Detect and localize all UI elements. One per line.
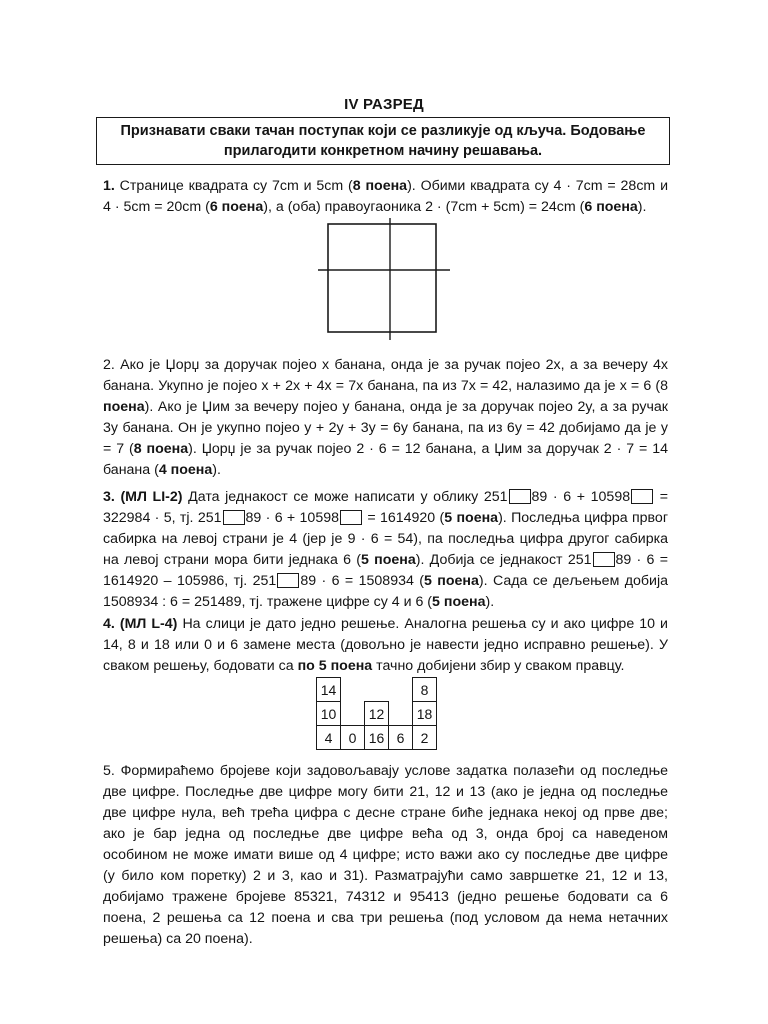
grid-cell: 18 bbox=[413, 702, 437, 726]
grid-row bbox=[317, 678, 437, 702]
problem-5-line-7: добијамо тражене бројеве 85321, 74312 и 95413 (једно решење бодовати са 6 bbox=[103, 889, 668, 905]
grid-cell: 2 bbox=[413, 726, 437, 750]
digit-blank-box bbox=[340, 510, 362, 525]
problem-2-line-1: 2. Ако је Џорџ за доручак појео x банана, онда је за ручак појео 2x, а за вечеру 4x bbox=[103, 357, 668, 373]
notice-line-1: Признавати сваки тачан поступак који се разликује од кључа. Бодовање bbox=[120, 123, 646, 139]
digit-blank-box bbox=[509, 489, 531, 504]
problem-3-line-4: на левој страни мора бити једнака 6 (5 поена). Добија се једнакост 251 89 · 6 = bbox=[103, 552, 668, 568]
grid-cell: 4 bbox=[317, 726, 341, 750]
digit-blank-box bbox=[277, 573, 299, 588]
problem-3-line-3: сабирка на левој страни је 4 (јер је 9 · 6 = 54), па последња цифра другог сабирка bbox=[103, 531, 668, 547]
problem-5-line-6: (у било ком поретку) 2 и 3, као и 31). Разматрајући само завршетке 21, 12 и 13, bbox=[103, 868, 668, 884]
grid-empty bbox=[341, 678, 365, 702]
problem-5-line-3: две цифре нула, већ трећа цифра с десне стране биће једнака некој од прве две; bbox=[103, 805, 668, 821]
problem-5-solution bbox=[103, 761, 668, 950]
problem-3-line-6: 1508934 : 6 = 251489, тј. тражене цифре су 4 и 6 (5 поена). bbox=[103, 594, 495, 610]
problem-3-solution bbox=[103, 487, 668, 613]
page-title: IV РАЗРЕД bbox=[344, 96, 424, 113]
grid-cell: 6 bbox=[389, 726, 413, 750]
number-grid-figure bbox=[316, 677, 437, 750]
grid-row bbox=[317, 726, 437, 750]
grid-cell: 10 bbox=[317, 702, 341, 726]
problem-5-line-5: особином не може имати више од 4 цифре; исто важи ако су последње две цифре bbox=[103, 847, 668, 863]
digit-blank-box bbox=[223, 510, 245, 525]
problem-2-line-2: банана. Укупно је појео x + 2x + 4x = 7x банана, па из 7x = 42, налазимо да је x = 6 (8 bbox=[103, 378, 668, 394]
grid-cell: 8 bbox=[413, 678, 437, 702]
problem-4-line-1: 4. (МЛ L-4) На слици је дато једно решење. Аналогна решења су и ако цифре 10 и bbox=[103, 616, 668, 632]
problem-2-line-3: поена). Ако је Џим за вечеру појео y банана, онда је за доручак појео 2y, а за ручак bbox=[103, 399, 668, 415]
digit-blank-box bbox=[593, 552, 615, 567]
problem-3-line-5: 1614920 – 105986, тј. 251 89 · 6 = 1508934 (5 поена). Сада се дељењем добија bbox=[103, 573, 668, 589]
problem-5-line-2: две цифре. Последње две цифре могу бити 21, 12 и 13 (ако је једна од последње bbox=[103, 784, 668, 800]
grid-cell: 0 bbox=[341, 726, 365, 750]
problem-2-line-5: = 7 (8 поена). Џорџ је за ручак појео 2 · 6 = 12 банана, а Џим за доручак 2 · 7 = 14 bbox=[103, 441, 668, 457]
problem-2-line-4: 3y банана. Он је укупно појео y + 2y + 3y = 6y банана, па из 6y = 42 добијамо да је y bbox=[103, 420, 668, 436]
grid-cell: 12 bbox=[365, 702, 389, 726]
problem-1-line-1: 1. Странице квадрата су 7cm и 5cm (8 поена). Обими квадрата су 4 · 7cm = 28cm и bbox=[103, 178, 669, 194]
grid-row bbox=[317, 702, 437, 726]
notice-line-2: прилагодити конкретном начину решавања. bbox=[223, 143, 543, 159]
problem-1-line-2: 4 · 5cm = 20cm (6 поена), а (оба) правоугаоника 2 · (7cm + 5cm) = 24cm (6 поена). bbox=[103, 199, 647, 215]
problem-5-line-1: 5. Формираћемо бројеве који задовољавају услове задатка полазећи од последње bbox=[103, 763, 668, 779]
grid-empty bbox=[389, 702, 413, 726]
grid-cell: 14 bbox=[317, 678, 341, 702]
problem-5-line-4: ако је бар једна од последње две цифре већа од 3, онда број са наведеном bbox=[103, 826, 668, 842]
grid-empty bbox=[389, 678, 413, 702]
scoring-notice-box bbox=[96, 117, 670, 165]
grid-cell: 16 bbox=[365, 726, 389, 750]
grid-empty bbox=[365, 678, 389, 702]
problem-4-solution bbox=[103, 614, 668, 677]
grid-empty bbox=[341, 702, 365, 726]
problem-4-line-3: сваком решењу, бодовати са по 5 поена тачно добијени збир у сваком правцу. bbox=[103, 658, 625, 674]
problem-3-line-2: 322984 · 5, тј. 251 89 · 6 + 10598 = 1614920 (5 поена). Последња цифра првог bbox=[103, 510, 668, 526]
problem-2-solution bbox=[103, 355, 668, 481]
problem-4-line-2: 14, 8 и 18 или 0 и 6 замене места (довољно је навести једно исправно решење). У bbox=[103, 637, 668, 653]
problem-5-line-8: поена, 2 решења са 12 поена и сва три решења (под условом да нема нетачних bbox=[103, 910, 668, 926]
square-division-figure bbox=[318, 218, 450, 340]
problem-5-line-9: решења) са 20 поена). bbox=[103, 931, 253, 947]
digit-blank-box bbox=[631, 489, 653, 504]
problem-1-solution bbox=[103, 176, 668, 218]
problem-3-line-1: 3. (МЛ LI-2) Дата једнакост се може написати у облику 251 89 · 6 + 10598 = bbox=[103, 489, 669, 505]
problem-2-line-6: банана (4 поена). bbox=[103, 462, 221, 478]
